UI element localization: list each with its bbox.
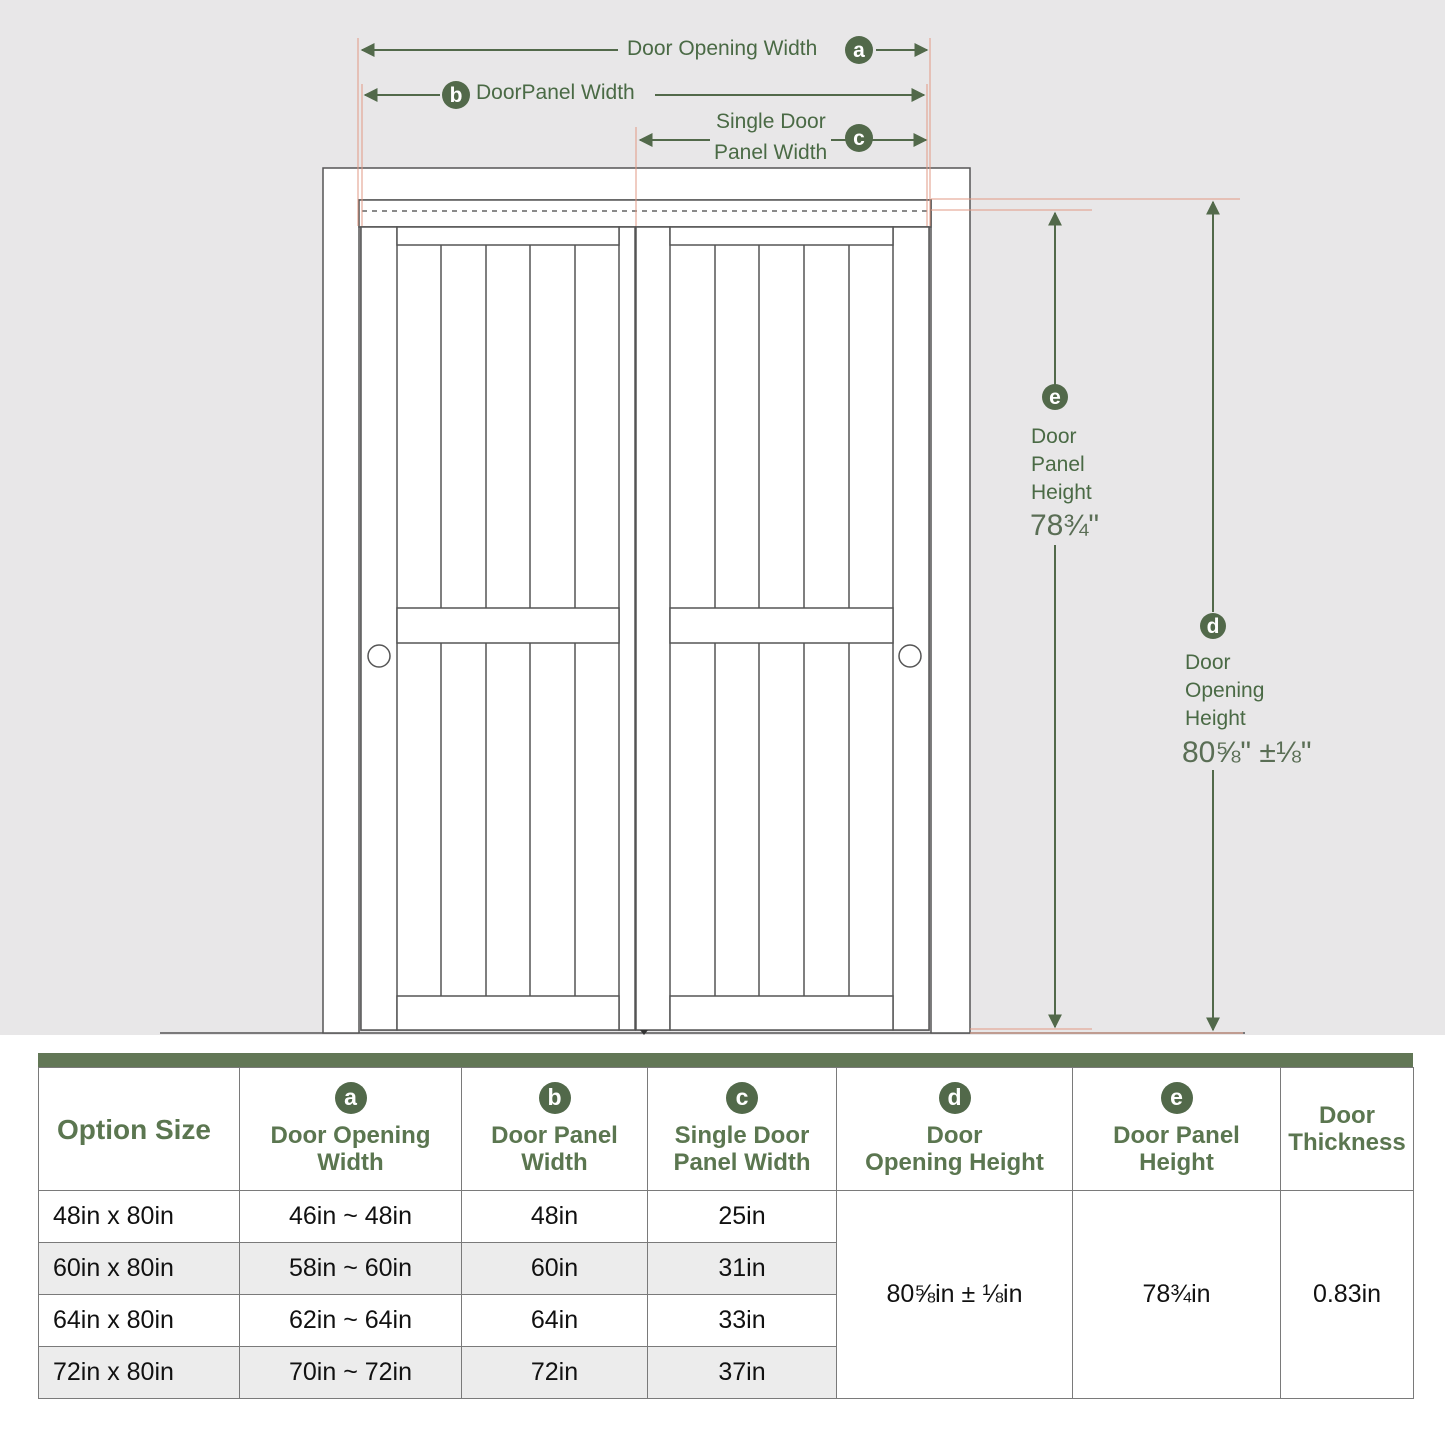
cell-single-panel-width: 31in: [648, 1243, 837, 1295]
cell-panel-width: 48in: [462, 1191, 648, 1243]
header-label: Door Panel: [1113, 1122, 1240, 1149]
header-label: Single Door: [674, 1122, 810, 1149]
badge-d-icon: d: [939, 1082, 971, 1114]
header-label: Opening Height: [865, 1149, 1044, 1176]
dim-e-label-line3: Height: [1031, 481, 1092, 504]
badge-b-icon: b: [539, 1082, 571, 1114]
cell-thickness: 0.83in: [1281, 1191, 1414, 1399]
cell-panel-width: 64in: [462, 1295, 648, 1347]
left-door-panel: [361, 227, 635, 1030]
left-door-handle: [368, 645, 390, 667]
badge-d-letter: d: [1206, 615, 1220, 638]
dim-d-label-line1: Door: [1185, 651, 1231, 674]
cell-size: 60in x 80in: [39, 1243, 240, 1295]
header-door-opening-height: [837, 1068, 1073, 1191]
dim-b-label: DoorPanel Width: [476, 81, 635, 104]
header-label: Height: [1139, 1149, 1214, 1176]
badge-e-letter: e: [1049, 386, 1061, 409]
header-option-size: [39, 1068, 240, 1191]
cell-size: 64in x 80in: [39, 1295, 240, 1347]
header-label: Door Opening: [270, 1122, 431, 1149]
badge-a-letter: a: [853, 39, 865, 62]
badge-c-letter: c: [853, 127, 865, 150]
badge-e-icon: e: [1161, 1082, 1193, 1114]
table-header-row: [39, 1068, 1414, 1191]
header-label: Width: [317, 1149, 384, 1176]
header-door-thickness: [1281, 1068, 1414, 1191]
dim-c-label-line2: Panel Width: [710, 139, 831, 167]
cell-single-panel-width: 33in: [648, 1295, 837, 1347]
header-label: Thickness: [1288, 1129, 1406, 1156]
right-door-handle: [899, 645, 921, 667]
cell-opening-width: 70in ~ 72in: [240, 1347, 462, 1399]
dim-d-label-line2: Opening: [1185, 679, 1265, 702]
dim-e-value: 78¾": [1030, 509, 1100, 542]
cell-opening-height: 80⅝in ± ⅛in: [837, 1191, 1073, 1399]
right-door-panel: [636, 227, 929, 1030]
dim-c-label-line1: Single Door: [712, 108, 830, 136]
cell-panel-height: 78¾in: [1073, 1191, 1281, 1399]
header-label: Panel Width: [673, 1149, 811, 1176]
header-door-panel-width: [462, 1068, 648, 1191]
door-track: [359, 200, 931, 227]
cell-opening-width: 46in ~ 48in: [240, 1191, 462, 1243]
header-label: Door: [1319, 1102, 1375, 1129]
cell-opening-width: 62in ~ 64in: [240, 1295, 462, 1347]
dim-e-label-line1: Door: [1031, 425, 1077, 448]
badge-b-letter: b: [449, 84, 463, 107]
cell-single-panel-width: 25in: [648, 1191, 837, 1243]
header-door-panel-height: [1073, 1068, 1281, 1191]
cell-size: 48in x 80in: [39, 1191, 240, 1243]
spec-table: [38, 1067, 1414, 1399]
header-label: Door: [926, 1122, 983, 1149]
table-top-bar: [38, 1053, 1413, 1067]
cell-panel-width: 72in: [462, 1347, 648, 1399]
size-spec-table: [38, 1053, 1413, 1399]
dim-d-value: 80⅝" ±⅛": [1182, 736, 1312, 769]
cell-size: 72in x 80in: [39, 1347, 240, 1399]
dim-a-label: Door Opening Width: [627, 37, 818, 60]
badge-a-icon: a: [335, 1082, 367, 1114]
cell-single-panel-width: 37in: [648, 1347, 837, 1399]
header-door-opening-width: [240, 1068, 462, 1191]
header-label: Door Panel: [491, 1122, 618, 1149]
table-row: [39, 1191, 1414, 1243]
cell-opening-width: 58in ~ 60in: [240, 1243, 462, 1295]
dim-d-label-line3: Height: [1185, 707, 1246, 730]
badge-c-icon: c: [726, 1082, 758, 1114]
header-label: Option Size: [57, 1113, 211, 1145]
header-label: Width: [521, 1149, 588, 1176]
dim-e-label-line2: Panel: [1031, 453, 1085, 476]
cell-panel-width: 60in: [462, 1243, 648, 1295]
header-single-door-panel-width: [648, 1068, 837, 1191]
